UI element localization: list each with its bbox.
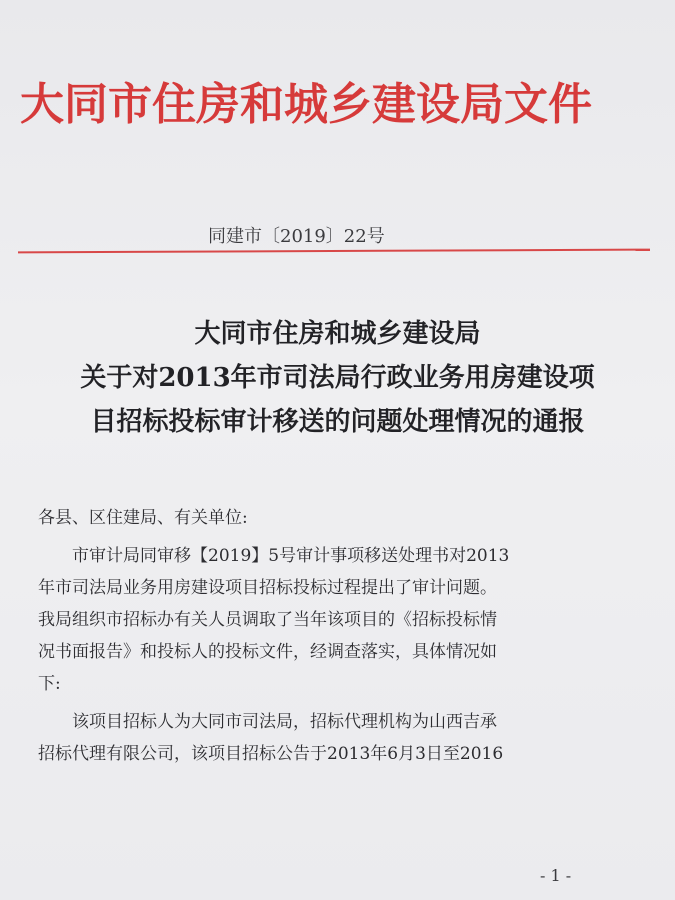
document-title <box>20 312 655 444</box>
title-line-3: 目招标投标审计移送的问题处理情况的通报 <box>90 407 585 437</box>
body-line: 况书面报告》和投标人的投标文件，经调查落实，具体情况如 <box>38 642 497 662</box>
issuer-header: 大同市住房和城乡建设局文件 <box>20 79 592 130</box>
body-line: 我局组织市招标办有关人员调取了当年该项目的《招标投标情 <box>38 610 497 630</box>
red-divider <box>18 249 650 254</box>
title-line-1: 大同市住房和城乡建设局 <box>194 319 481 349</box>
body-line: 招标代理有限公司，该项目招标公告于2013年6月3日至2016 <box>38 744 504 764</box>
body-line: 市审计局同审移【2019】5号审计事项移送处理书对2013 <box>72 546 510 566</box>
document-number: 同建市〔2019〕22号 <box>208 226 385 247</box>
page-number: - 1 - <box>540 866 572 885</box>
body-line: 年市司法局业务用房建设项目招标投标过程提出了审计问题。 <box>38 578 497 598</box>
body-line: 该项目招标人为大同市司法局，招标代理机构为山西吉承 <box>72 712 497 732</box>
salutation: 各县、区住建局、有关单位: <box>38 508 248 528</box>
title-line-2: 关于对2013年市司法局行政业务用房建设项 <box>80 363 595 393</box>
document-body <box>38 502 648 770</box>
body-line: 下: <box>38 674 61 694</box>
